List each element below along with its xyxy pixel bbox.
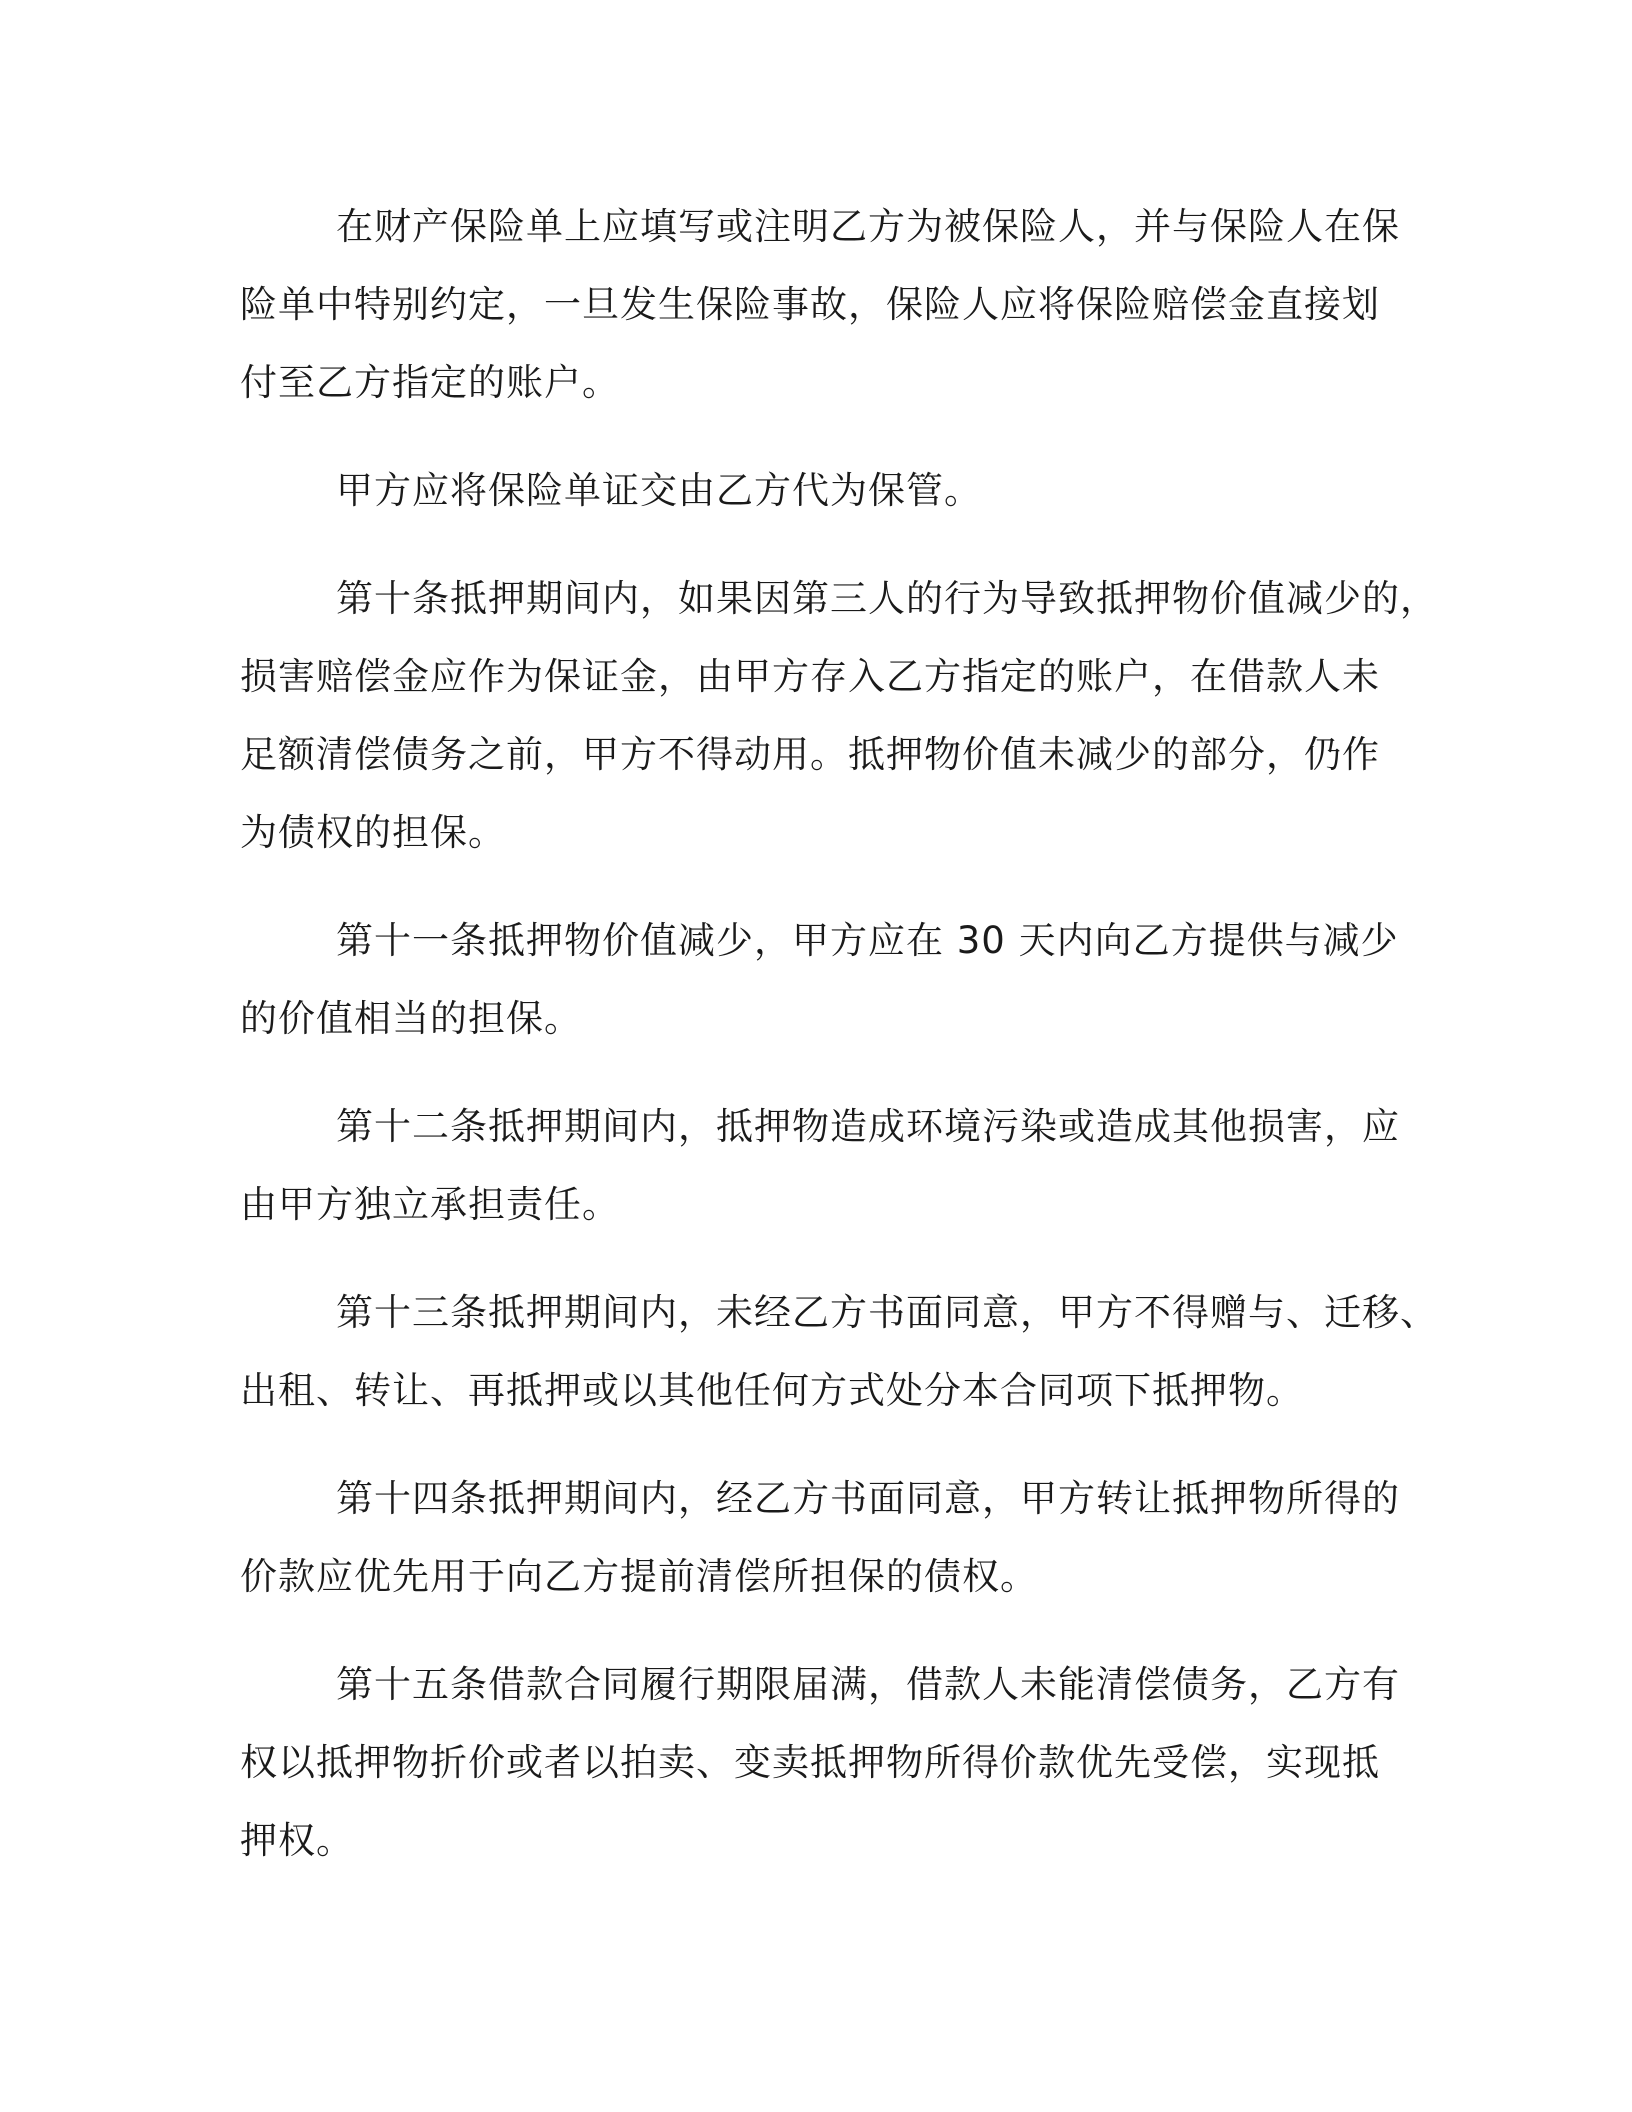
paragraph-insurance-custody — [240, 452, 1400, 530]
paragraph-article-12 — [240, 1088, 1400, 1244]
paragraph-insurance-beneficiary — [240, 188, 1400, 422]
paragraph-line: 第十三条抵押期间内，未经乙方书面同意，甲方不得赠与、迁移、 — [336, 1291, 1438, 1334]
paragraph-line: 为债权的担保。 — [240, 811, 506, 854]
paragraph-line: 第十一条抵押物价值减少，甲方应在 30 天内向乙方提供与减少 — [336, 919, 1399, 962]
paragraph-line: 损害赔偿金应作为保证金，由甲方存入乙方指定的账户，在借款人未 — [240, 655, 1380, 698]
paragraph-line: 足额清偿债务之前，甲方不得动用。抵押物价值未减少的部分，仍作 — [240, 733, 1380, 776]
paragraph-line: 出租、转让、再抵押或以其他任何方式处分本合同项下抵押物。 — [240, 1369, 1304, 1412]
paragraph-line: 付至乙方指定的账户。 — [240, 361, 620, 404]
document-body — [240, 188, 1438, 1910]
paragraph-article-11 — [240, 902, 1400, 1058]
paragraph-line: 第十二条抵押期间内，抵押物造成环境污染或造成其他损害，应 — [336, 1105, 1400, 1148]
paragraph-line: 险单中特别约定，一旦发生保险事故，保险人应将保险赔偿金直接划 — [240, 283, 1380, 326]
paragraph-line: 第十四条抵押期间内，经乙方书面同意，甲方转让抵押物所得的 — [336, 1477, 1400, 1520]
paragraph-line: 甲方应将保险单证交由乙方代为保管。 — [336, 469, 982, 512]
paragraph-article-10 — [240, 560, 1438, 872]
paragraph-line: 权以抵押物折价或者以拍卖、变卖抵押物所得价款优先受偿，实现抵 — [240, 1741, 1380, 1784]
paragraph-line: 第十五条借款合同履行期限届满，借款人未能清偿债务，乙方有 — [336, 1663, 1400, 1706]
paragraph-line: 第十条抵押期间内，如果因第三人的行为导致抵押物价值减少的， — [336, 577, 1438, 620]
paragraph-article-13 — [240, 1274, 1438, 1430]
paragraph-line: 价款应优先用于向乙方提前清偿所担保的债权。 — [240, 1555, 1038, 1598]
paragraph-line: 由甲方独立承担责任。 — [240, 1183, 620, 1226]
paragraph-article-14 — [240, 1460, 1400, 1616]
paragraph-article-15 — [240, 1646, 1400, 1880]
paragraph-line: 押权。 — [240, 1819, 354, 1862]
paragraph-line: 在财产保险单上应填写或注明乙方为被保险人，并与保险人在保 — [336, 205, 1400, 248]
paragraph-line: 的价值相当的担保。 — [240, 997, 582, 1040]
